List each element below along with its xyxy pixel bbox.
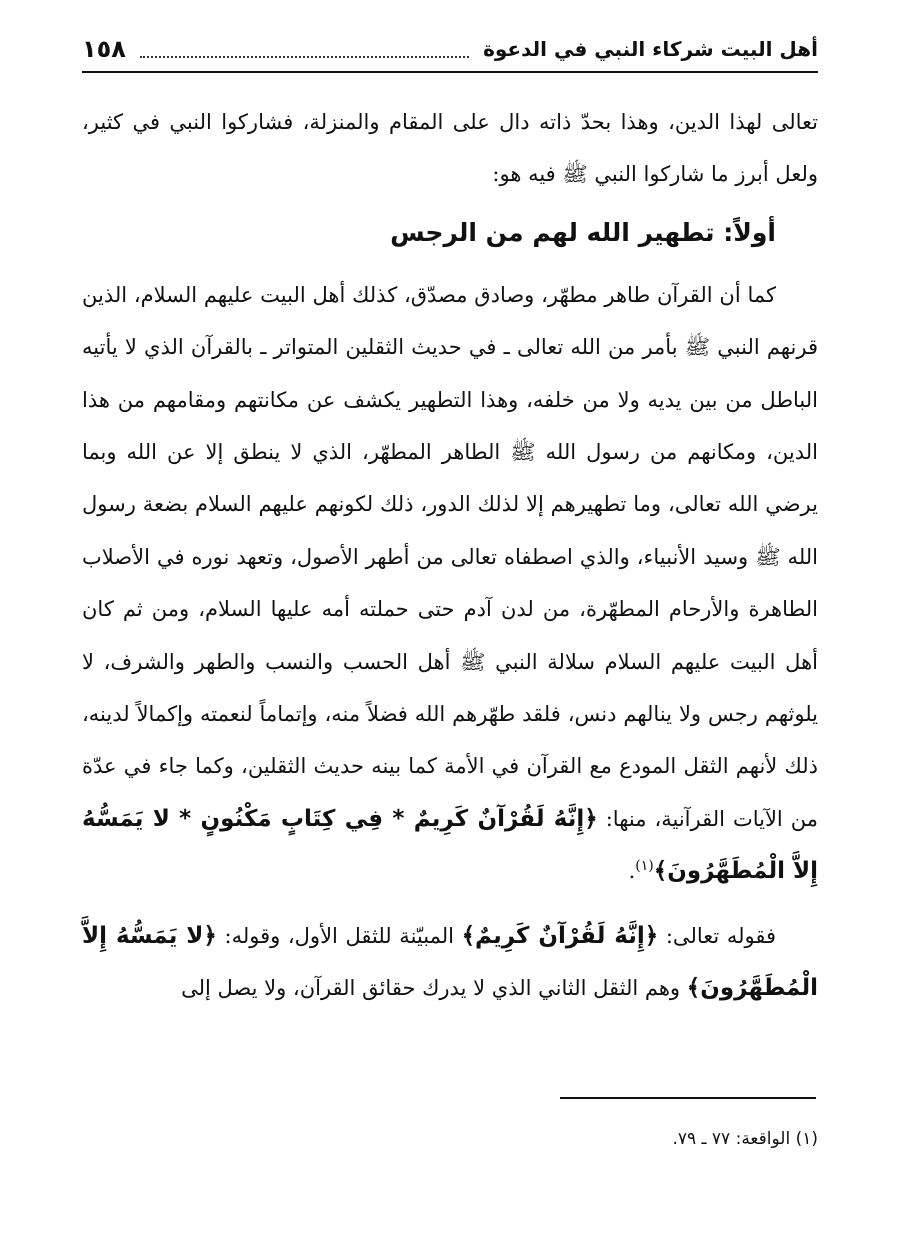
running-title: أهل البيت شركاء النبي في الدعوة [483, 37, 818, 61]
paragraph-2 [82, 910, 818, 1015]
footnote-rule [560, 1097, 816, 1099]
header-rule [82, 71, 818, 73]
paragraph-2-text-a: فقوله تعالى: [658, 923, 776, 948]
quran-verse-1: ﴿إِنَّهُ لَقُرْآنٌ كَرِيمٌ﴾ [461, 922, 659, 949]
quran-verse-2: ﴿لا يَمَسُّهُ إِلاَّ الْمُطَهَّرُونَ﴾ [82, 922, 818, 1002]
paragraph-1-text: كما أن القرآن طاهر مطهّر، وصادق مصدّق، كذلك أهل البيت عليهم السلام، الذين قرنهم النبي ﷺ بأمر من الله تعالى ـ في حديث الثقلين المتواتر ـ بالقرآن الذي لا يأتيه الباطل من بين يديه ولا من خلفه، وهذا التطهير يكشف عن مكانتهم ومقامهم من هذا الدين، ومكانهم من رسول الله ﷺ الطاهر المطهّر، الذي لا ينطق إلا عن الله وبما يرضي الله تعالى، وما تطهيرهم إلا لذلك الدور، ذلك لكونهم عليهم السلام بضعة رسول الله ﷺ وسيد الأنبياء، والذي اصطفاه تعالى من أطهر الأصول، وتعهد نوره في الأصلاب الطاهرة والأرحام المطهّرة، من لدن آدم حتى حملته أمه عليها السلام، ومن ثم كان أهل البيت عليهم السلام سلالة النبي ﷺ أهل الحسب والنسب والطهر والشرف، لا يلوثهم رجس ولا ينالهم دنس، فلقد طهّرهم الله فضلاً منه، وإتماماً لنعمته وإكمالاً لدينه، ذلك لأنهم الثقل المودع مع القرآن في الأمة كما بينه حديث الثقلين، وكما جاء في عدّة من الآيات القرآنية، منها: [82, 282, 818, 831]
paragraph-1: كما أن القرآن طاهر مطهّر، وصادق مصدّق، كذلك أهل البيت عليهم السلام، الذين قرنهم النبي ﷺ بأمر من الله تعالى ـ في حديث الثقلين المتواتر ـ بالقرآن الذي لا يأتيه الباطل من بين يديه ولا من خلفه، وهذا التطهير يكشف عن مكانتهم ومقامهم من هذا الدين، ومكانهم من رسول الله ﷺ الطاهر المطهّر، الذي لا ينطق إلا عن الله وبما يرضي الله تعالى، وما تطهيرهم إلا لذلك الدور، ذلك لكونهم عليهم السلام بضعة رسول الله ﷺ وسيد الأنبياء، والذي اصطفاه تعالى من أطهر الأصول، وتعهد نوره في الأصلاب الطاهرة والأرحام المطهّرة، من لدن آدم حتى حملته أمه عليها السلام، ومن ثم كان أهل البيت عليهم السلام سلالة النبي ﷺ أهل الحسب والنسب والطهر والشرف، لا يلوثهم رجس ولا ينالهم دنس، فلقد طهّرهم الله فضلاً منه، وإتماماً لنعمته وإكمالاً لدينه، ذلك لأنهم الثقل المودع مع القرآن في الأمة كما بينه حديث الثقلين، وكما جاء في عدّة من الآيات القرآنية، منها: ﴿إِنَّهُ لَقُرْآنٌ كَرِيمٌ * فِي كِتَابٍ مَكْنُونٍ * لا يَمَسُّهُ إِلاَّ الْمُطَهَّرُونَ﴾$^{(١)}$. [82, 282, 818, 885]
header-dotted-leader [140, 55, 469, 58]
body-text [82, 96, 818, 1015]
paragraph-2-text-c: وهم الثقل الثاني الذي لا يدرك حقائق القرآن، ولا يصل إلى [181, 976, 687, 1001]
page-header [82, 28, 818, 68]
quran-verse: ﴿إِنَّهُ لَقُرْآنٌ كَرِيمٌ * فِي كِتَابٍ مَكْنُونٍ * لا يَمَسُّهُ إِلاَّ الْمُطَهَّرُونَ﴾ [82, 805, 818, 885]
section-heading: أولاً: تطهير الله لهم من الرجس [390, 217, 776, 247]
intro-paragraph: تعالى لهذا الدين، وهذا بحدّ ذاته دال على المقام والمنزلة، فشاركوا النبي في كثير، ولعل أبرز ما شاركوا النبي ﷺ فيه هو: [82, 110, 818, 187]
footnote-reference: (١) [635, 858, 654, 875]
footnote: (١) الواقعة: ٧٧ ـ ٧٩. [672, 1129, 818, 1149]
page-number: ١٥٨ [82, 35, 126, 63]
paragraph-2-text-b: المبيّنة للثقل الأول، وقوله: [216, 923, 462, 948]
